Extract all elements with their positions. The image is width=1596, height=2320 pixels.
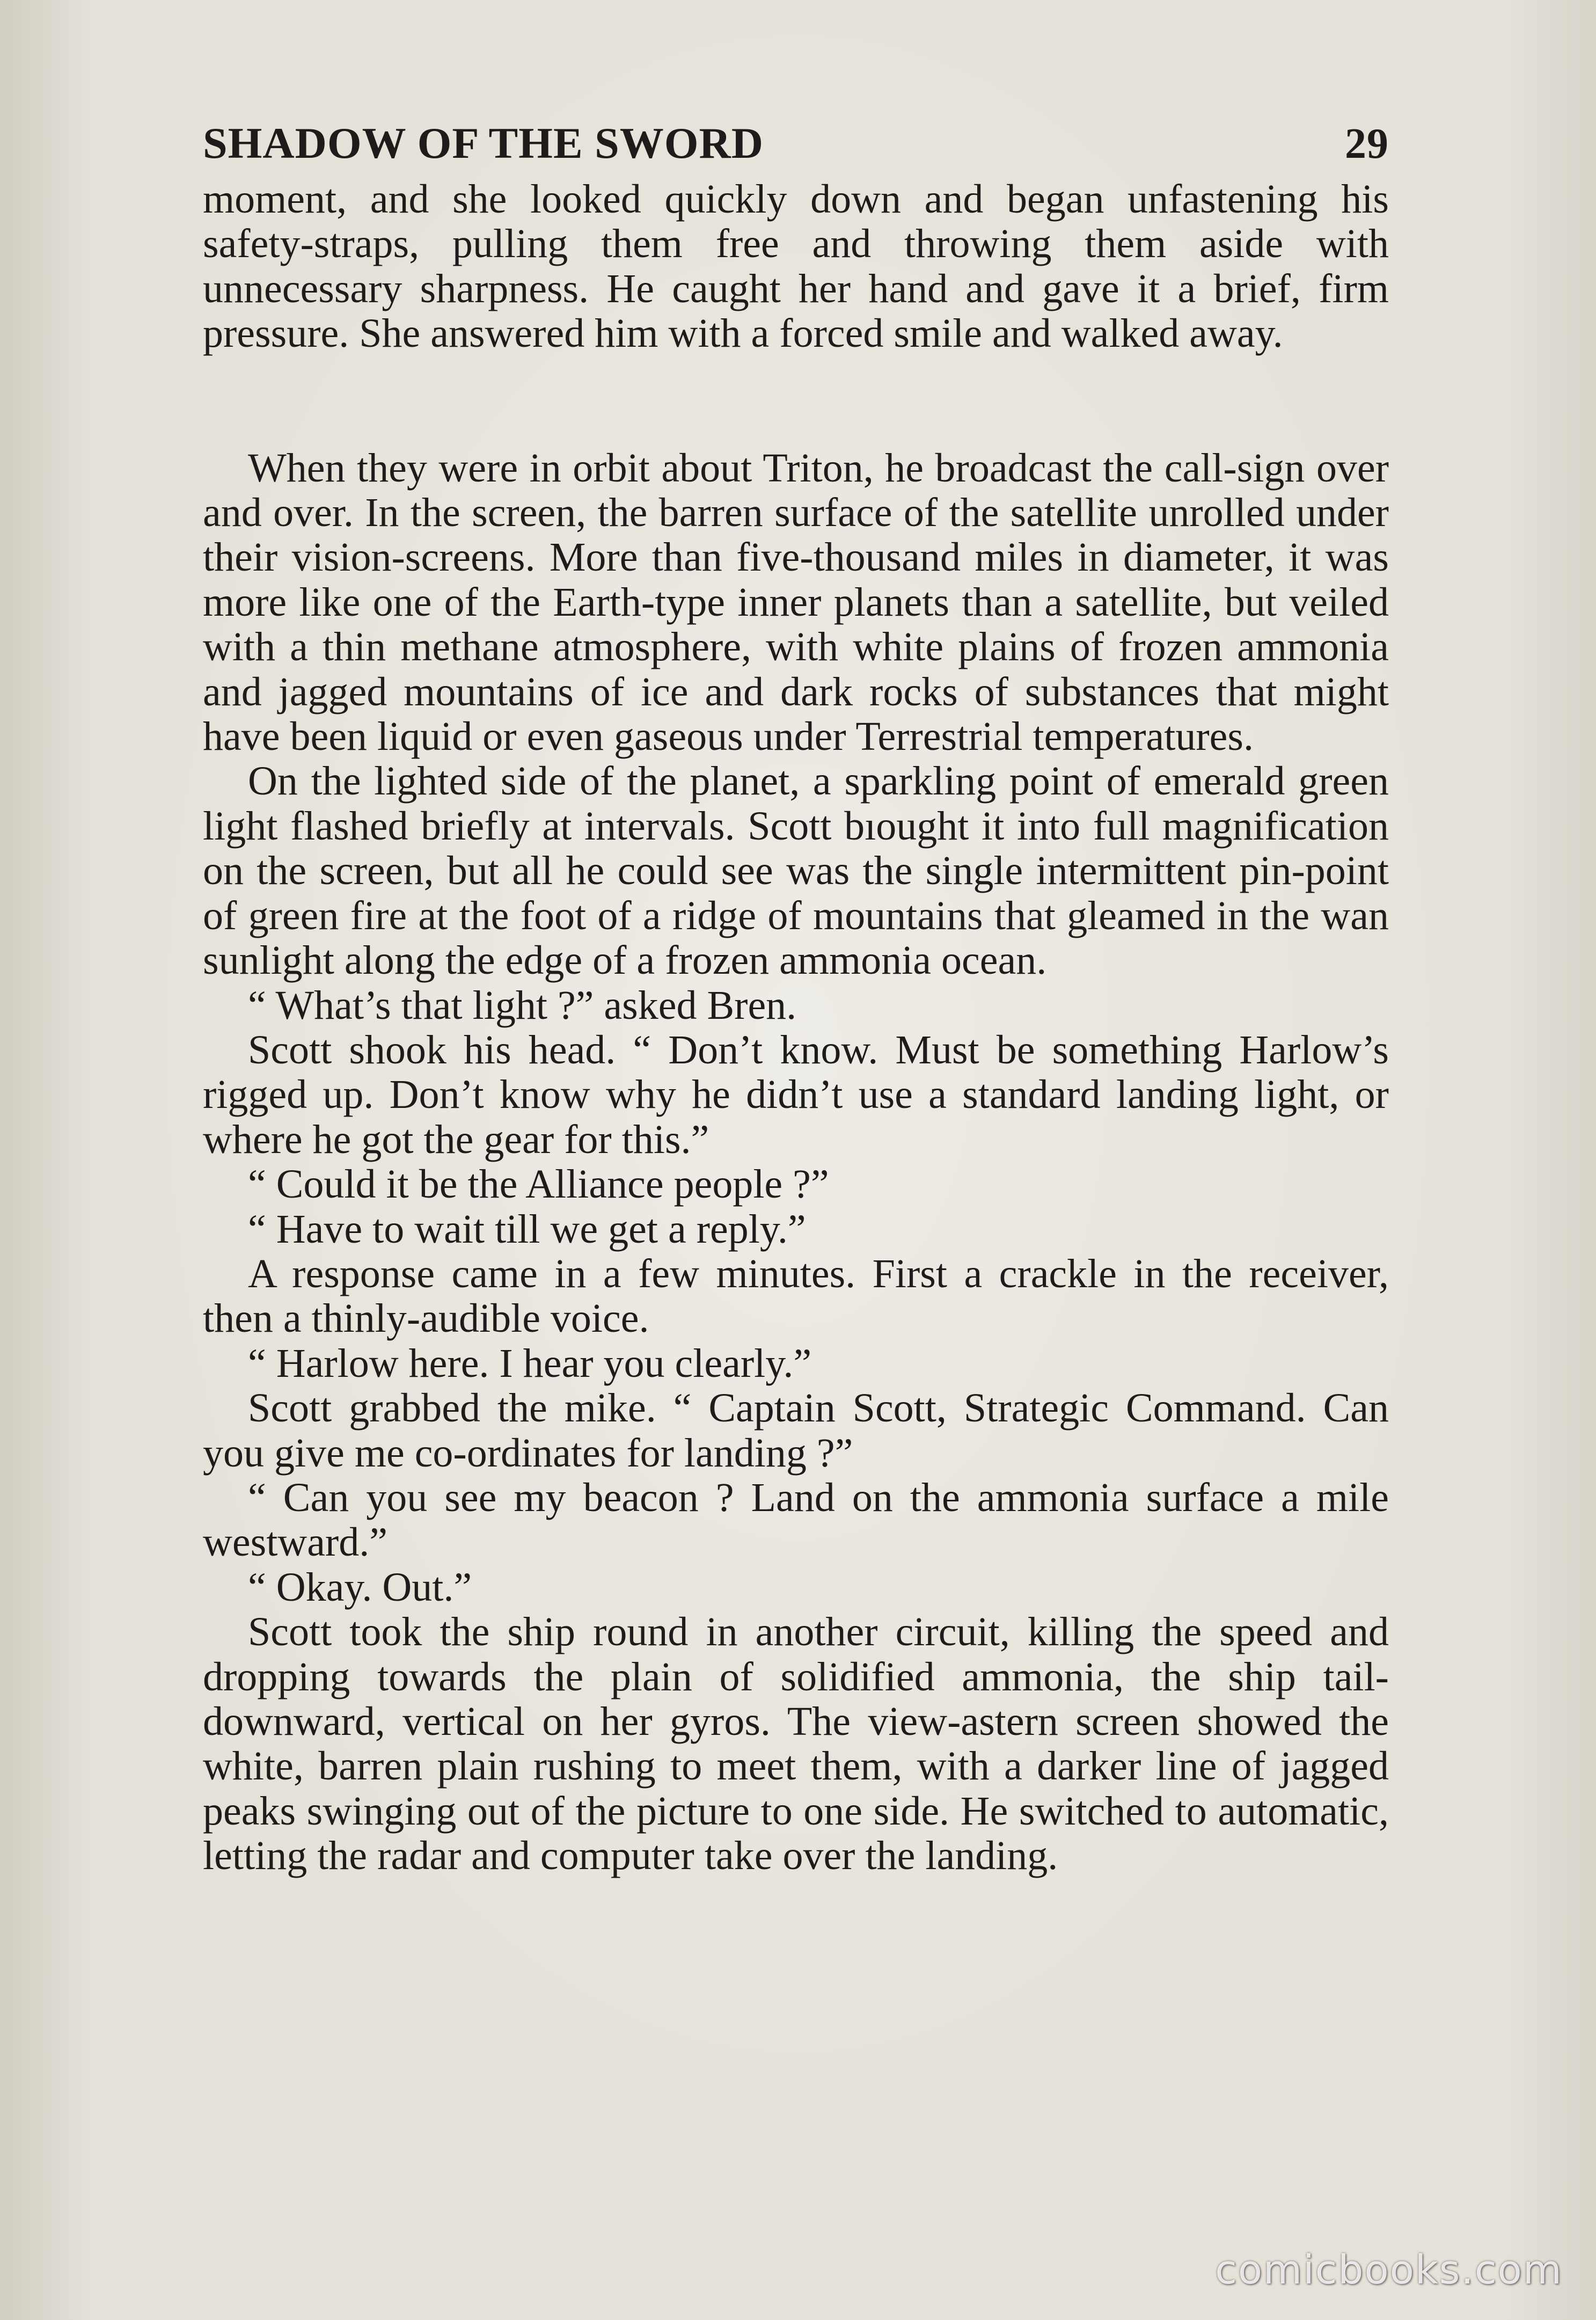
- paragraph: Scott shook his head. “ Don’t know. Must be something Harlow’s rigged up. Don’t know why he didn’t use a standard landing light, or where he got the gear for this.”: [203, 1027, 1389, 1162]
- running-title: SHADOW OF THE SWORD: [203, 119, 764, 167]
- paragraph: Scott grabbed the mike. “ Captain Scott, Strategic Command. Can you give me co-ordinates for landing ?”: [203, 1385, 1389, 1476]
- book-page: [203, 118, 1389, 1879]
- dialogue-line: “ Could it be the Alliance people ?”: [248, 1162, 829, 1207]
- page-number: 29: [1345, 120, 1389, 167]
- paragraph: Scott took the ship round in another circuit, killing the speed and dropping towards the plain of solidified ammonia, the ship tail-downward, vertical on her gyros. The view-astern screen showed the white, barren plain rushing to meet them, with a darker line of jagged peaks swinging out of the picture to one side. He switched to automatic, letting the radar and computer take over the landing.: [203, 1609, 1389, 1879]
- dialogue-line: “ Can you see my beacon ? Land on the ammonia surface a mile westward.”: [203, 1475, 1389, 1565]
- watermark: comicbooks.com: [1215, 2247, 1563, 2293]
- paragraph: On the lighted side of the planet, a sparkling point of emerald green light flashed briefly at intervals. Scott bıought it into full magnification on the screen, but all he could see was the single intermittent pin-point of green fire at the foot of a ridge of mountains that gleamed in the wan sunlight along the edge of a frozen ammonia ocean.: [203, 758, 1389, 983]
- dialogue-line: “ Harlow here. I hear you clearly.”: [248, 1340, 812, 1386]
- dialogue-line: “ Okay. Out.”: [248, 1564, 472, 1610]
- dialogue-line: “ Have to wait till we get a reply.”: [248, 1206, 806, 1252]
- section-break: [203, 356, 1389, 446]
- dialogue-line: “ What’s that light ?” asked Bren.: [248, 982, 797, 1028]
- running-header: [203, 118, 1389, 177]
- body-text: [203, 177, 1389, 1879]
- paragraph-continued: moment, and she looked quickly down and began unfastening his safety-straps, pulling them free and throwing them aside with unnecessary sharpness. He caught her hand and gave it a brief, firm pressure. She answered him with a forced smile and walked away.: [203, 177, 1389, 356]
- paragraph: When they were in orbit about Triton, he broadcast the call-sign over and over. In the screen, the barren surface of the satellite unrolled under their vision-screens. More than five-thousand miles in diameter, it was more like one of the Earth-type inner planets than a satellite, but veiled with a thin methane atmosphere, with white plains of frozen ammonia and jagged mountains of ice and dark rocks of substances that might have been liquid or even gaseous under Terrestrial temperatures.: [203, 445, 1389, 760]
- paragraph: A response came in a few minutes. First a crackle in the receiver, then a thinly-audible voice.: [203, 1251, 1389, 1341]
